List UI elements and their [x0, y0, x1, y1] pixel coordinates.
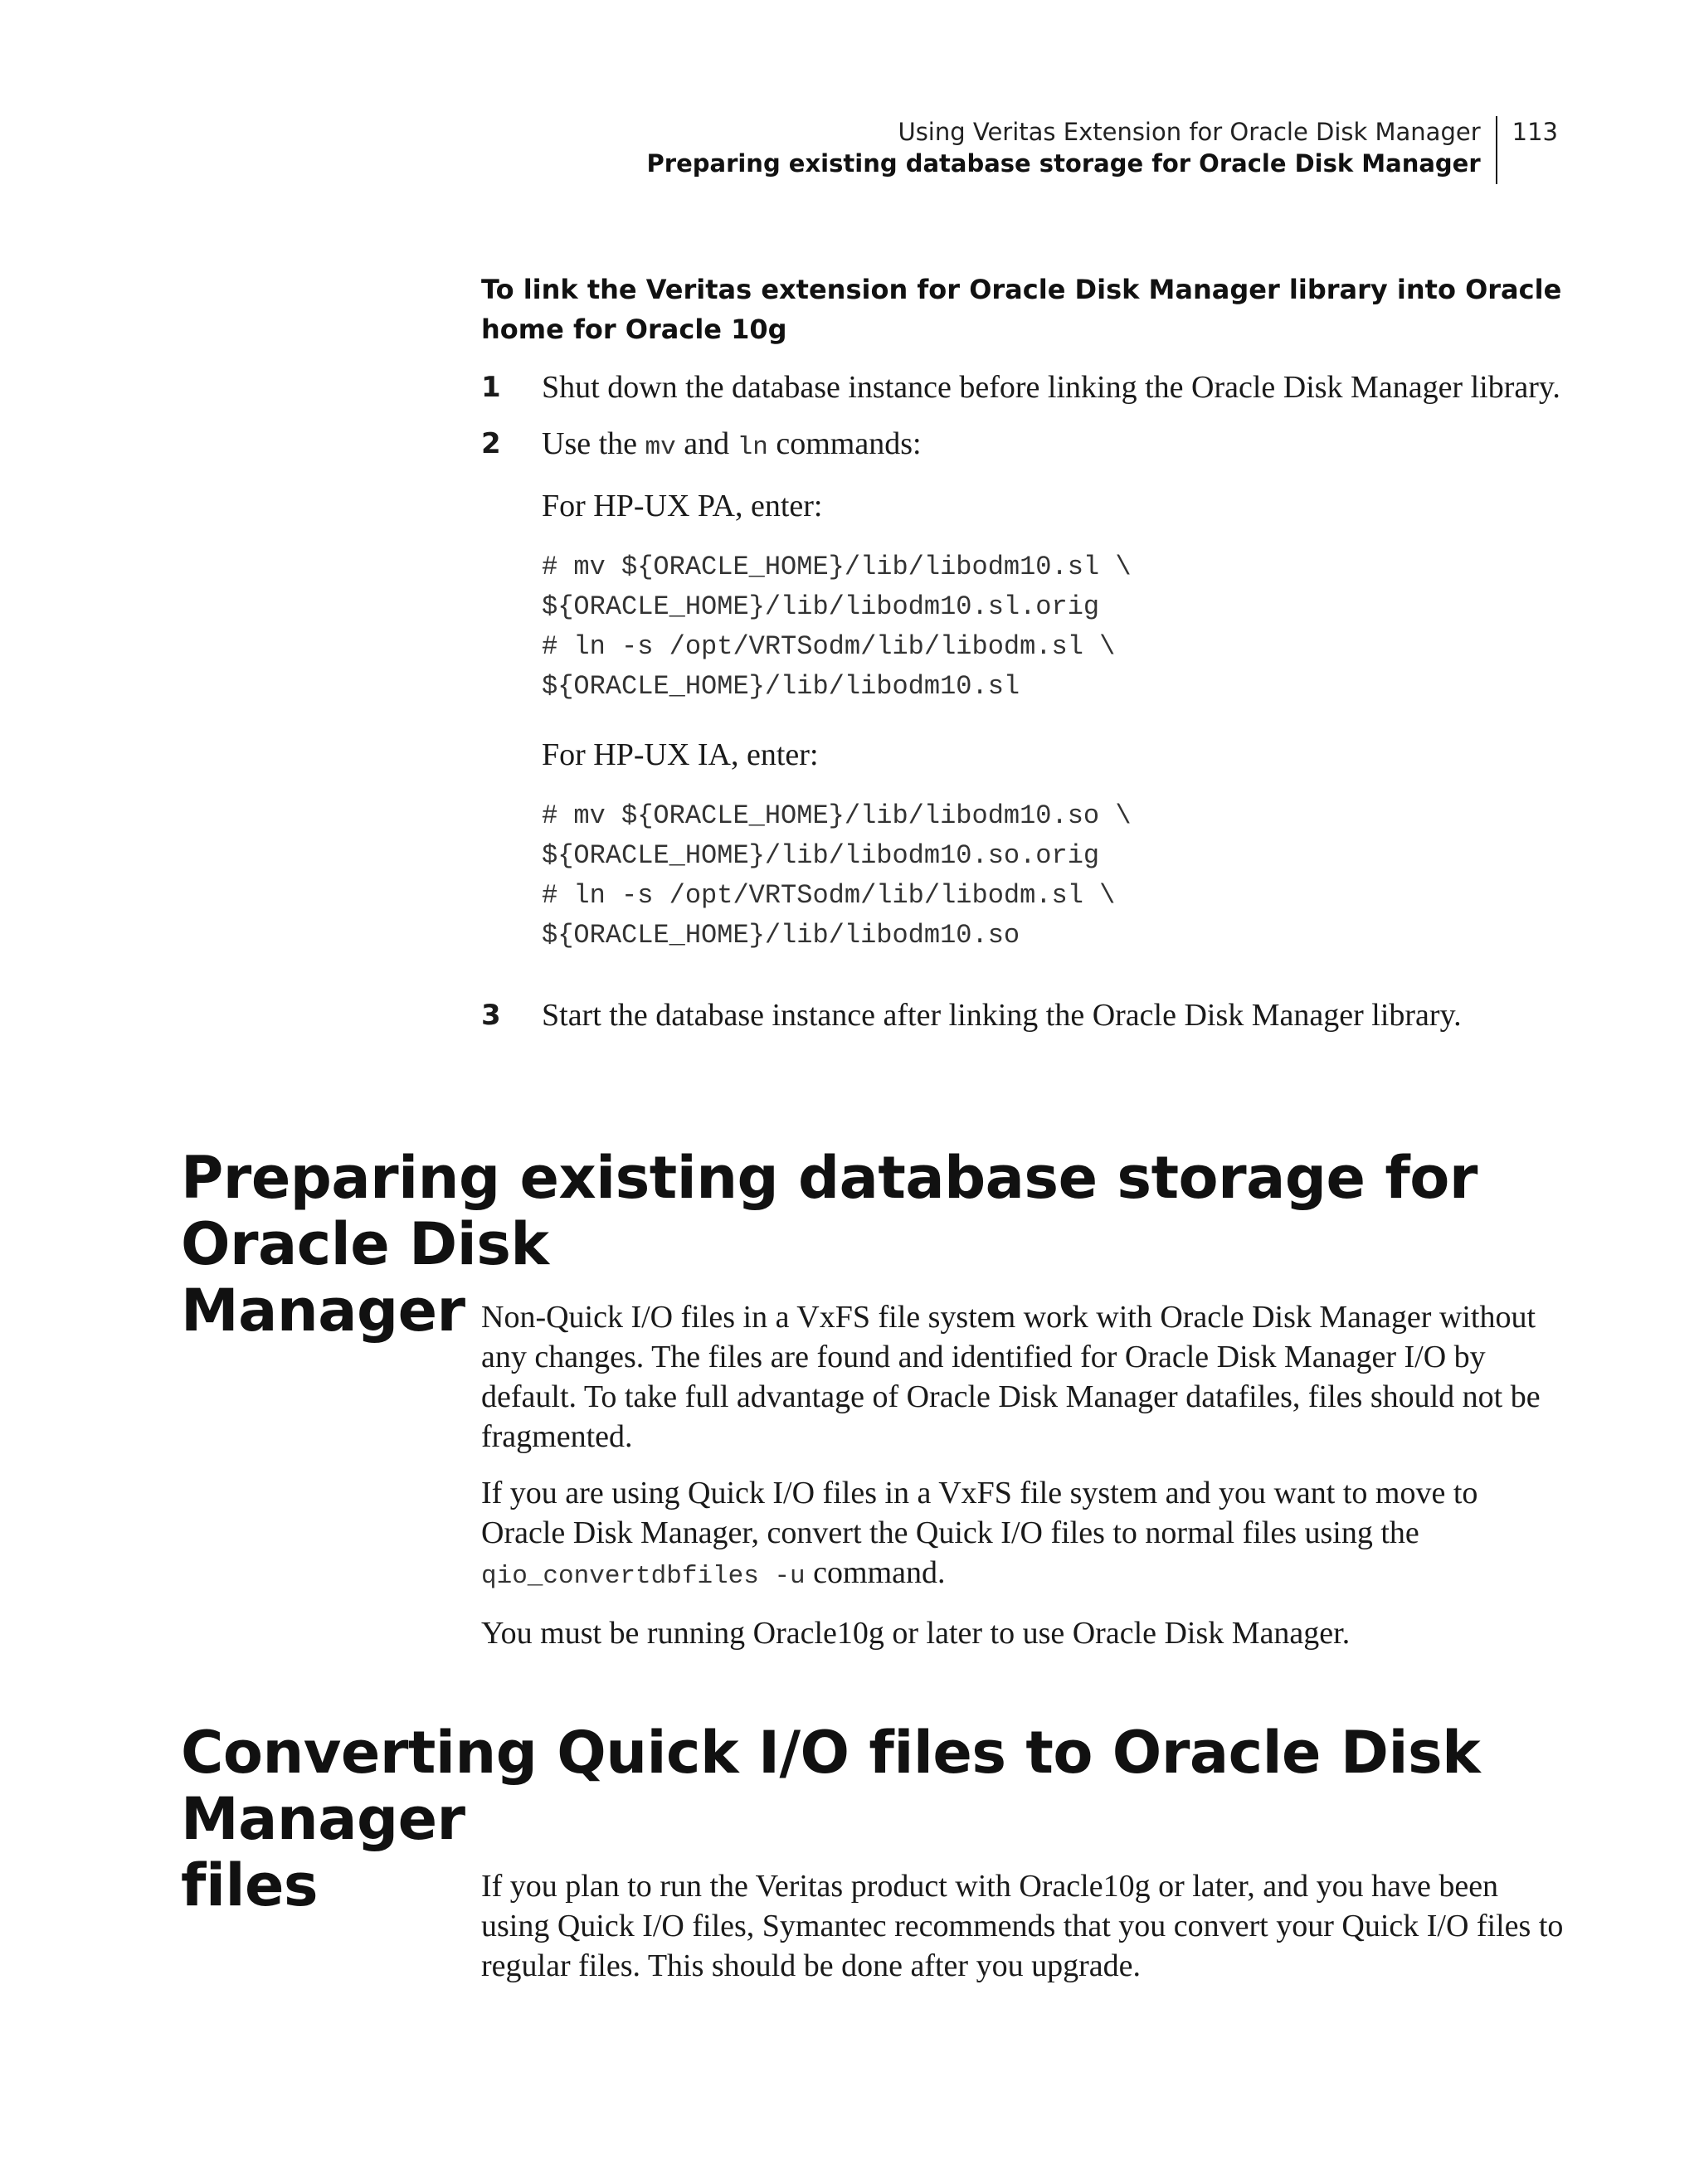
heading-line: Converting Quick I/O files to Oracle Disk Manager	[181, 1719, 1481, 1853]
step-3	[481, 995, 1568, 1035]
inline-code-qio-convertdbfiles: qio_convertdbfiles -u	[481, 1562, 806, 1591]
hpux-pa-code-block	[542, 547, 1568, 707]
heading-line: Preparing existing database storage for Oracle Disk	[181, 1144, 1477, 1278]
step-2	[481, 424, 1568, 468]
step-number: 1	[481, 371, 501, 404]
running-header	[647, 116, 1558, 184]
paragraph-text: command.	[805, 1555, 946, 1590]
procedure-title: To link the Veritas extension for Oracle Disk Manager library into Oracle home for Oracle 10g	[481, 274, 1562, 345]
step-text: Start the database instance after linking the Oracle Disk Manager library.	[542, 998, 1462, 1033]
chapter-title: Using Veritas Extension for Oracle Disk Manager	[898, 118, 1481, 146]
section-preparing-body	[481, 1297, 1568, 1653]
hpux-ia-code-block	[542, 796, 1568, 956]
code-line: ${ORACLE_HOME}/lib/libodm10.sl.orig	[542, 591, 1100, 622]
step-text-part: and	[675, 426, 738, 461]
code-line: ${ORACLE_HOME}/lib/libodm10.so	[542, 920, 1020, 951]
code-line: # mv ${ORACLE_HOME}/lib/libodm10.so \	[542, 800, 1132, 831]
code-line: # ln -s /opt/VRTSodm/lib/libodm.sl \	[542, 880, 1116, 911]
code-line: # mv ${ORACLE_HOME}/lib/libodm10.sl \	[542, 552, 1132, 582]
paragraph: You must be running Oracle10g or later to use Oracle Disk Manager.	[481, 1616, 1351, 1651]
heading-line: files	[181, 1851, 319, 1919]
step-text: Shut down the database instance before linking the Oracle Disk Manager library.	[542, 370, 1560, 405]
paragraph	[481, 1473, 1568, 1597]
section-converting-body	[481, 1866, 1568, 1986]
step-text-part: commands:	[767, 426, 922, 461]
running-header-titles	[647, 116, 1497, 184]
paragraph: If you plan to run the Veritas product with Oracle10g or later, and you have been using Quick I/O files, Symantec recommends that you convert your Quick I/O files to regular files. This should be done after you upgrade.	[481, 1869, 1564, 1983]
step-number: 3	[481, 999, 501, 1032]
hpux-ia-label: For HP-UX IA, enter:	[542, 737, 819, 772]
code-line: ${ORACLE_HOME}/lib/libodm10.sl	[542, 671, 1020, 702]
heading-line: Manager	[181, 1277, 465, 1345]
step-number: 2	[481, 427, 501, 460]
page-number: 113	[1512, 118, 1558, 146]
section-title: Preparing existing database storage for Oracle Disk Manager	[646, 149, 1481, 178]
inline-code-mv: mv	[645, 433, 676, 462]
step-2-details	[542, 486, 1568, 956]
hpux-pa-label: For HP-UX PA, enter:	[542, 489, 823, 523]
paragraph: Non-Quick I/O files in a VxFS file system work with Oracle Disk Manager without any changes. The files are found and identified for Oracle Disk Manager I/O by default. To take full advantage of Oracle Disk Manager datafiles, files should not be fragmented.	[481, 1300, 1541, 1454]
step-text-part: Use the	[542, 426, 645, 461]
inline-code-ln: ln	[737, 433, 768, 462]
code-line: ${ORACLE_HOME}/lib/libodm10.so.orig	[542, 840, 1100, 871]
code-line: # ln -s /opt/VRTSodm/lib/libodm.sl \	[542, 631, 1116, 662]
step-1	[481, 367, 1568, 407]
step-text	[542, 424, 922, 468]
procedure	[481, 270, 1568, 1035]
paragraph-text: If you are using Quick I/O files in a VxFS file system and you want to move to Oracle Disk Manager, convert the Quick I/O files to normal files using the	[481, 1476, 1478, 1550]
